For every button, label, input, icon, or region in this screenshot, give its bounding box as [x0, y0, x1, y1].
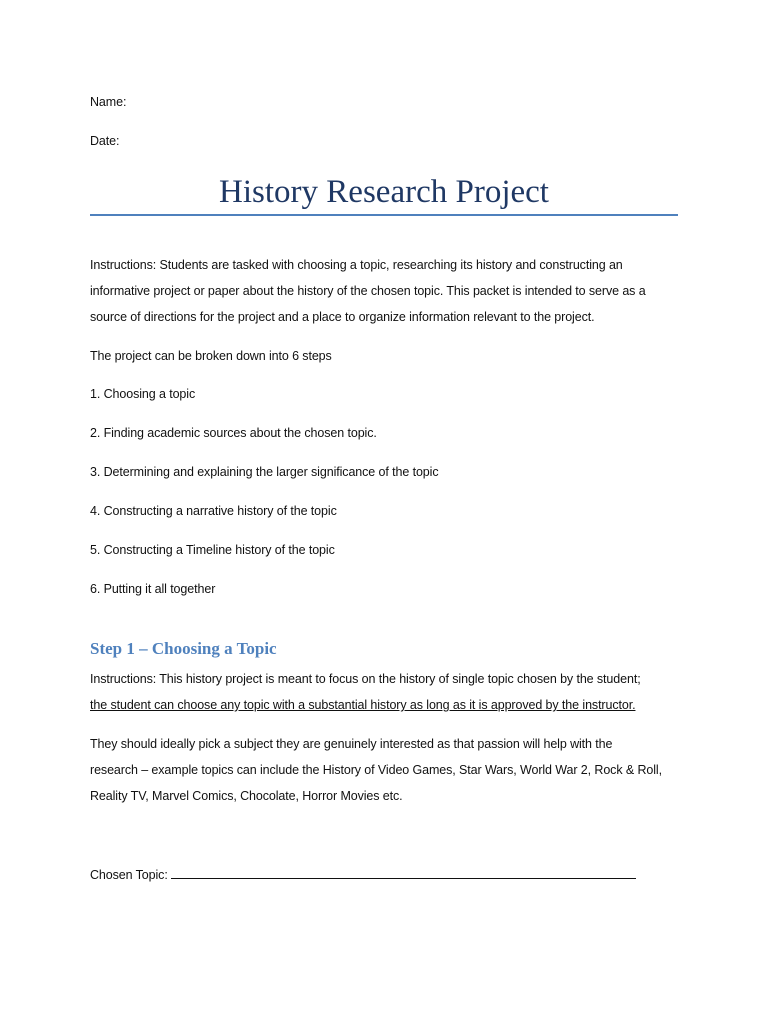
title-divider: [90, 214, 678, 216]
step1-paragraph-line-3: Reality TV, Marvel Comics, Chocolate, Horror Movies etc.: [90, 789, 403, 803]
step1-paragraph-line-2: research – example topics can include the History of Video Games, Star Wars, World War 2, Rock & Roll,: [90, 763, 662, 777]
step1-instructions-line-2: the student can choose any topic with a substantial history as long as it is approved by the instructor.: [90, 698, 636, 712]
intro-line-1: Instructions: Students are tasked with choosing a topic, researching its history and constructing an: [90, 258, 623, 272]
step-item: 1. Choosing a topic: [90, 387, 196, 401]
intro-line-2: informative project or paper about the history of the chosen topic. This packet is intended to serve as a: [90, 284, 646, 298]
step1-paragraph-line-1: They should ideally pick a subject they are genuinely interested as that passion will help with the: [90, 737, 613, 751]
step-item: 3. Determining and explaining the larger significance of the topic: [90, 465, 439, 479]
intro-line-3: source of directions for the project and a place to organize information relevant to the project.: [90, 310, 595, 324]
steps-intro: The project can be broken down into 6 steps: [90, 349, 332, 363]
step-item: 5. Constructing a Timeline history of the topic: [90, 543, 335, 557]
name-label: Name:: [90, 95, 127, 109]
step1-instructions-line-1: Instructions: This history project is meant to focus on the history of single topic chosen by the student;: [90, 672, 641, 686]
date-label: Date:: [90, 134, 120, 148]
chosen-topic-label: Chosen Topic:: [90, 868, 168, 882]
chosen-topic-row: [90, 866, 636, 883]
chosen-topic-blank-line[interactable]: [171, 866, 636, 879]
step-item: 6. Putting it all together: [90, 582, 216, 596]
step-item: 4. Constructing a narrative history of the topic: [90, 504, 337, 518]
step-item: 2. Finding academic sources about the chosen topic.: [90, 426, 377, 440]
page-title: History Research Project: [219, 174, 549, 210]
step1-heading: Step 1 – Choosing a Topic: [90, 639, 277, 658]
